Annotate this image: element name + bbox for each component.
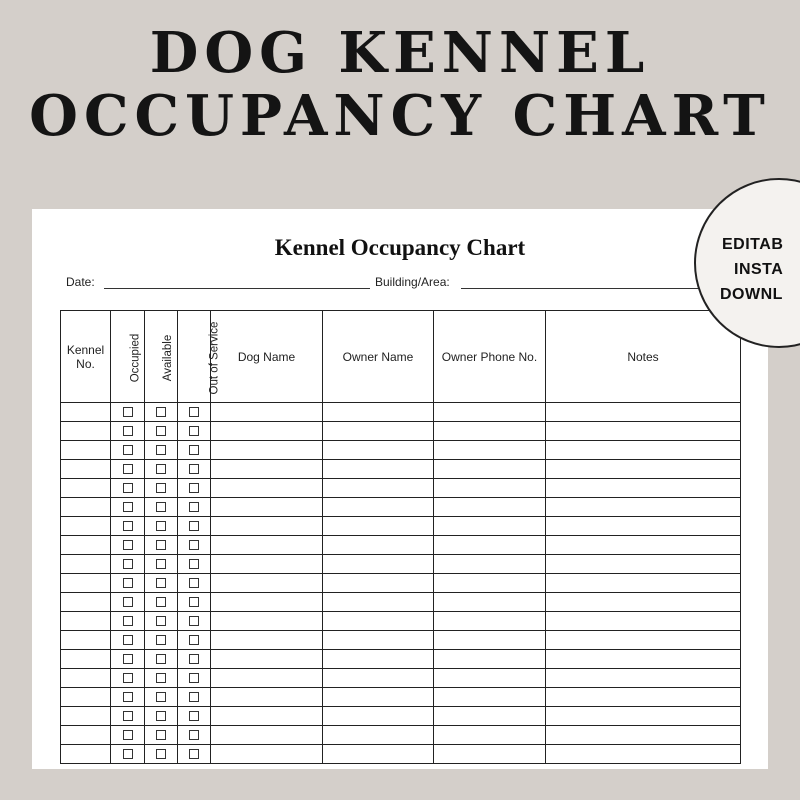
checkbox[interactable] <box>189 426 199 436</box>
table-row <box>61 498 741 517</box>
checkbox[interactable] <box>189 464 199 474</box>
occupied-cell[interactable] <box>111 460 145 479</box>
notes-cell[interactable] <box>546 745 741 764</box>
owner-phone-cell[interactable] <box>434 688 546 707</box>
dog-name-cell[interactable] <box>211 745 323 764</box>
out-of-service-cell[interactable] <box>178 669 211 688</box>
dog-name-cell[interactable] <box>211 498 323 517</box>
checkbox[interactable] <box>156 635 166 645</box>
owner-phone-cell[interactable] <box>434 441 546 460</box>
notes-cell[interactable] <box>546 593 741 612</box>
owner-name-cell[interactable] <box>323 650 434 669</box>
notes-cell[interactable] <box>546 498 741 517</box>
available-cell[interactable] <box>145 631 178 650</box>
owner-name-cell[interactable] <box>323 422 434 441</box>
available-cell[interactable] <box>145 593 178 612</box>
notes-cell[interactable] <box>546 669 741 688</box>
col-out-of-service-label: Out of Service <box>208 321 221 394</box>
badge-line-1: EDITAB <box>722 236 784 253</box>
owner-phone-cell[interactable] <box>434 745 546 764</box>
checkbox[interactable] <box>123 730 133 740</box>
kennel-no-cell[interactable] <box>61 726 111 745</box>
checkbox[interactable] <box>189 597 199 607</box>
checkbox[interactable] <box>189 521 199 531</box>
checkbox[interactable] <box>156 597 166 607</box>
col-occupied <box>111 311 145 403</box>
checkbox[interactable] <box>123 673 133 683</box>
checkbox[interactable] <box>123 464 133 474</box>
checkbox[interactable] <box>123 635 133 645</box>
available-cell[interactable] <box>145 612 178 631</box>
occupied-cell[interactable] <box>111 688 145 707</box>
notes-cell[interactable] <box>546 631 741 650</box>
out-of-service-cell[interactable] <box>178 726 211 745</box>
owner-name-cell[interactable] <box>323 536 434 555</box>
occupied-cell[interactable] <box>111 574 145 593</box>
date-label: Date: <box>66 275 95 289</box>
kennel-no-cell[interactable] <box>61 593 111 612</box>
checkbox[interactable] <box>123 559 133 569</box>
occupied-cell[interactable] <box>111 631 145 650</box>
table-row <box>61 574 741 593</box>
owner-name-cell[interactable] <box>323 593 434 612</box>
notes-cell[interactable] <box>546 574 741 593</box>
available-cell[interactable] <box>145 536 178 555</box>
table-row <box>61 422 741 441</box>
occupied-cell[interactable] <box>111 536 145 555</box>
dog-name-cell[interactable] <box>211 574 323 593</box>
checkbox[interactable] <box>123 597 133 607</box>
available-cell[interactable] <box>145 498 178 517</box>
kennel-no-cell[interactable] <box>61 403 111 422</box>
badge-line-3: DOWNL <box>720 286 783 303</box>
owner-phone-cell[interactable] <box>434 612 546 631</box>
available-cell[interactable] <box>145 745 178 764</box>
owner-name-cell[interactable] <box>323 460 434 479</box>
out-of-service-cell[interactable] <box>178 631 211 650</box>
checkbox[interactable] <box>189 730 199 740</box>
out-of-service-cell[interactable] <box>178 707 211 726</box>
checkbox[interactable] <box>189 673 199 683</box>
owner-name-cell[interactable] <box>323 688 434 707</box>
out-of-service-cell[interactable] <box>178 536 211 555</box>
owner-name-cell[interactable] <box>323 631 434 650</box>
table-row <box>61 669 741 688</box>
table-row <box>61 536 741 555</box>
dog-name-cell[interactable] <box>211 669 323 688</box>
notes-cell[interactable] <box>546 688 741 707</box>
dog-name-cell[interactable] <box>211 536 323 555</box>
owner-phone-cell[interactable] <box>434 593 546 612</box>
occupied-cell[interactable] <box>111 593 145 612</box>
notes-cell[interactable] <box>546 536 741 555</box>
available-cell[interactable] <box>145 650 178 669</box>
kennel-no-cell[interactable] <box>61 498 111 517</box>
notes-cell[interactable] <box>546 555 741 574</box>
checkbox[interactable] <box>123 540 133 550</box>
table-row <box>61 650 741 669</box>
checkbox[interactable] <box>123 502 133 512</box>
col-occupied-label: Occupied <box>129 333 142 382</box>
notes-cell[interactable] <box>546 517 741 536</box>
dog-name-cell[interactable] <box>211 688 323 707</box>
kennel-no-cell[interactable] <box>61 612 111 631</box>
out-of-service-cell[interactable] <box>178 403 211 422</box>
available-cell[interactable] <box>145 441 178 460</box>
col-available <box>145 311 178 403</box>
owner-phone-cell[interactable] <box>434 460 546 479</box>
checkbox[interactable] <box>156 540 166 550</box>
owner-phone-cell[interactable] <box>434 631 546 650</box>
col-out-of-service <box>178 311 221 403</box>
checkbox[interactable] <box>156 407 166 417</box>
owner-name-cell[interactable] <box>323 498 434 517</box>
col-dog-name: Dog Name <box>211 311 323 403</box>
owner-phone-cell[interactable] <box>434 498 546 517</box>
checkbox[interactable] <box>123 616 133 626</box>
available-cell[interactable] <box>145 403 178 422</box>
owner-name-cell[interactable] <box>323 403 434 422</box>
table-row <box>61 612 741 631</box>
checkbox[interactable] <box>123 749 133 759</box>
notes-cell[interactable] <box>546 422 741 441</box>
table-row <box>61 593 741 612</box>
available-cell[interactable] <box>145 726 178 745</box>
available-cell[interactable] <box>145 517 178 536</box>
table-row <box>61 707 741 726</box>
dog-name-cell[interactable] <box>211 631 323 650</box>
banner-line-2: OCCUPANCY CHART <box>29 82 771 149</box>
kennel-no-cell[interactable] <box>61 517 111 536</box>
checkbox[interactable] <box>156 464 166 474</box>
kennel-no-cell[interactable] <box>61 555 111 574</box>
building-field <box>375 272 745 290</box>
available-cell[interactable] <box>145 555 178 574</box>
owner-phone-cell[interactable] <box>434 555 546 574</box>
notes-cell[interactable] <box>546 707 741 726</box>
owner-phone-cell[interactable] <box>434 517 546 536</box>
checkbox[interactable] <box>156 521 166 531</box>
dog-name-cell[interactable] <box>211 593 323 612</box>
dog-name-cell[interactable] <box>211 403 323 422</box>
checkbox[interactable] <box>189 749 199 759</box>
table-row <box>61 745 741 764</box>
kennel-no-cell[interactable] <box>61 631 111 650</box>
dog-name-cell[interactable] <box>211 555 323 574</box>
checkbox[interactable] <box>189 711 199 721</box>
kennel-no-cell[interactable] <box>61 479 111 498</box>
out-of-service-cell[interactable] <box>178 422 211 441</box>
owner-name-cell[interactable] <box>323 441 434 460</box>
checkbox[interactable] <box>123 426 133 436</box>
building-label: Building/Area: <box>375 275 450 289</box>
kennel-no-cell[interactable] <box>61 422 111 441</box>
out-of-service-cell[interactable] <box>178 479 211 498</box>
checkbox[interactable] <box>156 483 166 493</box>
available-cell[interactable] <box>145 688 178 707</box>
kennel-no-cell[interactable] <box>61 745 111 764</box>
out-of-service-cell[interactable] <box>178 460 211 479</box>
checkbox[interactable] <box>123 578 133 588</box>
occupied-cell[interactable] <box>111 707 145 726</box>
kennel-no-cell[interactable] <box>61 688 111 707</box>
col-kennel-no-line-1: Kennel <box>66 342 105 357</box>
checkbox[interactable] <box>189 654 199 664</box>
out-of-service-cell[interactable] <box>178 517 211 536</box>
out-of-service-cell[interactable] <box>178 612 211 631</box>
badge-text <box>722 232 800 307</box>
dog-name-cell[interactable] <box>211 517 323 536</box>
owner-name-cell[interactable] <box>323 707 434 726</box>
occupied-cell[interactable] <box>111 726 145 745</box>
checkbox[interactable] <box>156 692 166 702</box>
checkbox[interactable] <box>189 692 199 702</box>
owner-phone-cell[interactable] <box>434 669 546 688</box>
dog-name-cell[interactable] <box>211 612 323 631</box>
table-row <box>61 555 741 574</box>
owner-phone-cell[interactable] <box>434 536 546 555</box>
kennel-no-cell[interactable] <box>61 669 111 688</box>
checkbox[interactable] <box>189 445 199 455</box>
dog-name-cell[interactable] <box>211 422 323 441</box>
checkbox[interactable] <box>156 730 166 740</box>
occupied-cell[interactable] <box>111 498 145 517</box>
occupancy-table <box>60 310 741 764</box>
available-cell[interactable] <box>145 707 178 726</box>
notes-cell[interactable] <box>546 726 741 745</box>
occupied-cell[interactable] <box>111 555 145 574</box>
badge-line-2: INSTA <box>734 261 784 278</box>
checkbox[interactable] <box>156 673 166 683</box>
owner-phone-cell[interactable] <box>434 726 546 745</box>
table-row <box>61 441 741 460</box>
checkbox[interactable] <box>189 559 199 569</box>
checkbox[interactable] <box>123 692 133 702</box>
kennel-no-cell[interactable] <box>61 707 111 726</box>
sheet-title: Kennel Occupancy Chart <box>274 235 526 260</box>
occupied-cell[interactable] <box>111 517 145 536</box>
owner-name-cell[interactable] <box>323 726 434 745</box>
owner-name-cell[interactable] <box>323 555 434 574</box>
dog-name-cell[interactable] <box>211 479 323 498</box>
available-cell[interactable] <box>145 422 178 441</box>
col-owner-name: Owner Name <box>323 311 434 403</box>
owner-name-cell[interactable] <box>323 574 434 593</box>
notes-cell[interactable] <box>546 441 741 460</box>
table-row <box>61 479 741 498</box>
occupied-cell[interactable] <box>111 403 145 422</box>
checkbox[interactable] <box>123 445 133 455</box>
checkbox[interactable] <box>123 521 133 531</box>
kennel-no-cell[interactable] <box>61 460 111 479</box>
checkbox[interactable] <box>123 654 133 664</box>
checkbox[interactable] <box>189 578 199 588</box>
owner-phone-cell[interactable] <box>434 403 546 422</box>
out-of-service-cell[interactable] <box>178 745 211 764</box>
checkbox[interactable] <box>189 502 199 512</box>
table-row <box>61 688 741 707</box>
owner-phone-cell[interactable] <box>434 479 546 498</box>
occupied-cell[interactable] <box>111 669 145 688</box>
out-of-service-cell[interactable] <box>178 650 211 669</box>
notes-cell[interactable] <box>546 479 741 498</box>
owner-phone-cell[interactable] <box>434 650 546 669</box>
owner-name-cell[interactable] <box>323 612 434 631</box>
table-row <box>61 631 741 650</box>
table-row <box>61 460 741 479</box>
out-of-service-cell[interactable] <box>178 441 211 460</box>
checkbox[interactable] <box>156 502 166 512</box>
dog-name-cell[interactable] <box>211 460 323 479</box>
kennel-no-cell[interactable] <box>61 574 111 593</box>
checkbox[interactable] <box>156 711 166 721</box>
available-cell[interactable] <box>145 574 178 593</box>
checkbox[interactable] <box>156 654 166 664</box>
owner-phone-cell[interactable] <box>434 707 546 726</box>
table-row <box>61 517 741 536</box>
out-of-service-cell[interactable] <box>178 593 211 612</box>
checkbox[interactable] <box>156 559 166 569</box>
banner-line-1: DOG KENNEL <box>149 20 651 86</box>
checkbox[interactable] <box>189 616 199 626</box>
table-body <box>61 403 741 764</box>
checkbox[interactable] <box>189 635 199 645</box>
notes-cell[interactable] <box>546 460 741 479</box>
checkbox[interactable] <box>123 483 133 493</box>
available-cell[interactable] <box>145 460 178 479</box>
dog-name-cell[interactable] <box>211 650 323 669</box>
table-row <box>61 726 741 745</box>
occupied-cell[interactable] <box>111 745 145 764</box>
notes-cell[interactable] <box>546 403 741 422</box>
occupied-cell[interactable] <box>111 422 145 441</box>
date-line[interactable] <box>104 288 370 289</box>
kennel-no-cell[interactable] <box>61 441 111 460</box>
col-kennel-no <box>61 311 111 403</box>
checkbox[interactable] <box>156 426 166 436</box>
col-notes: Notes <box>546 311 741 403</box>
owner-name-cell[interactable] <box>323 745 434 764</box>
checkbox[interactable] <box>156 578 166 588</box>
occupied-cell[interactable] <box>111 650 145 669</box>
out-of-service-cell[interactable] <box>178 498 211 517</box>
kennel-no-cell[interactable] <box>61 650 111 669</box>
col-kennel-no-line-2: No. <box>76 356 95 371</box>
out-of-service-cell[interactable] <box>178 688 211 707</box>
dog-name-cell[interactable] <box>211 726 323 745</box>
checkbox[interactable] <box>123 407 133 417</box>
table-row <box>61 403 741 422</box>
checkbox[interactable] <box>156 616 166 626</box>
available-cell[interactable] <box>145 669 178 688</box>
col-owner-phone: Owner Phone No. <box>434 311 546 403</box>
checkbox[interactable] <box>123 711 133 721</box>
notes-cell[interactable] <box>546 650 741 669</box>
owner-name-cell[interactable] <box>323 669 434 688</box>
kennel-no-cell[interactable] <box>61 536 111 555</box>
out-of-service-cell[interactable] <box>178 555 211 574</box>
page-banner <box>0 22 800 147</box>
checkbox[interactable] <box>156 749 166 759</box>
checkbox[interactable] <box>189 540 199 550</box>
occupied-cell[interactable] <box>111 441 145 460</box>
checkbox[interactable] <box>156 445 166 455</box>
occupied-cell[interactable] <box>111 479 145 498</box>
dog-name-cell[interactable] <box>211 441 323 460</box>
dog-name-cell[interactable] <box>211 707 323 726</box>
table-header-row <box>61 311 741 403</box>
available-cell[interactable] <box>145 479 178 498</box>
owner-name-cell[interactable] <box>323 517 434 536</box>
printable-sheet <box>32 209 768 769</box>
date-field <box>66 272 376 290</box>
owner-phone-cell[interactable] <box>434 574 546 593</box>
out-of-service-cell[interactable] <box>178 574 211 593</box>
col-available-label: Available <box>162 334 175 381</box>
owner-name-cell[interactable] <box>323 479 434 498</box>
checkbox[interactable] <box>189 407 199 417</box>
checkbox[interactable] <box>189 483 199 493</box>
occupied-cell[interactable] <box>111 612 145 631</box>
notes-cell[interactable] <box>546 612 741 631</box>
owner-phone-cell[interactable] <box>434 422 546 441</box>
